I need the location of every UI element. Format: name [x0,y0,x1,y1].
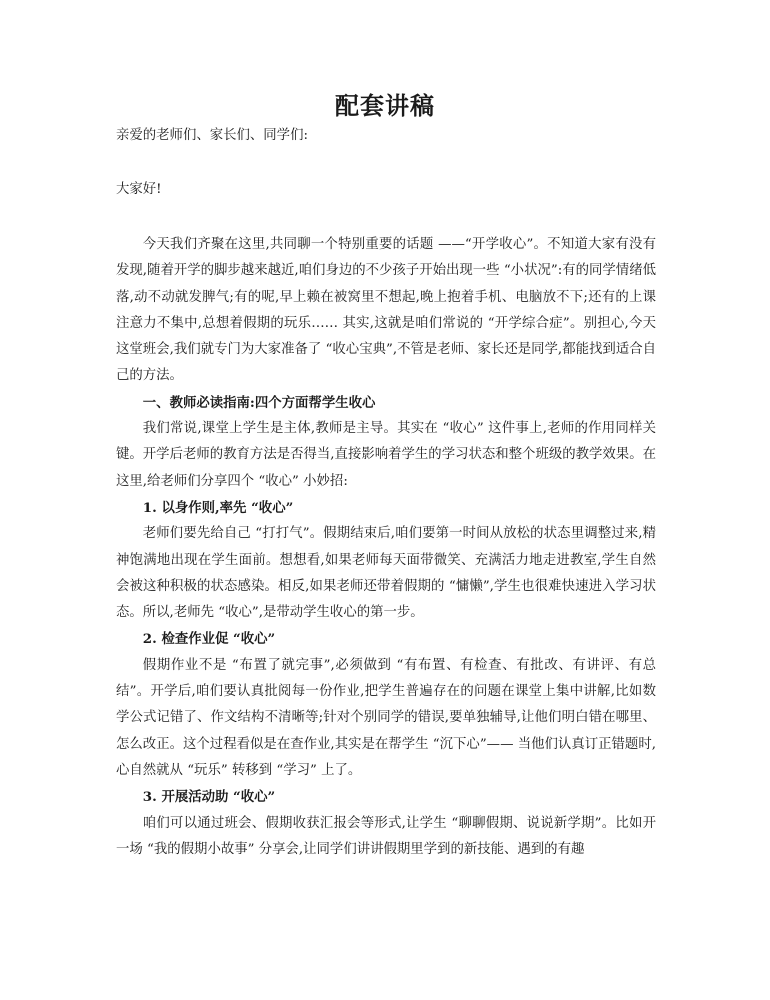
item-paragraph-1: 老师们要先给自己 “打打气”。假期结束后,咱们要第一时间从放松的状态里调整过来,精神饱满地出现在学生面前。想想看,如果老师每天面带微笑、充满活力地走进教室,学生自然会被这种积极的状态感染。相反,如果老师还带着假期的 “慵懒”,学生也很难快速进入学习状态。所以,老师先 “收心”,是带动学生收心的第一步。 [116,526,656,621]
item-paragraph-3: 咱们可以通过班会、假期收获汇报会等形式,让学生 “聊聊假期、说说新学期”。比如开一场 “我的假期小故事” 分享会,让同学们讲讲假期里学到的新技能、遇到的有趣 [116,815,656,857]
document-body [116,232,656,863]
item-heading-3: 3. 开展活动助 “收心” [142,789,276,806]
item-paragraph-2: 假期作业不是 “布置了就完事”,必须做到 “有布置、有检查、有批改、有讲评、有总结”。开学后,咱们要认真批阅每一份作业,把学生普遍存在的问题在课堂上集中讲解,比如数学公式记错了、作文结构不清晰等;针对个别同学的错误,要单独辅导,让他们明白错在哪里、怎么改正。这个过程看似是在查作业,其实是在帮学生 “沉下心”—— 当他们认真订正错题时,心自然就从 “玩乐” 转移到 “学习” 上了。 [116,657,656,778]
intro-paragraph: 今天我们齐聚在这里,共同聊一个特别重要的话题 ——“开学收心”。不知道大家有没有发现,随着开学的脚步越来越近,咱们身边的不少孩子开始出现一些 “小状况”:有的同学情绪低落,动不动就发脾气;有的呢,早上赖在被窝里不想起,晚上抱着手机、电脑放不下;还有的上课注意力不集中,总想着假期的玩乐…… 其实,这就是咱们常说的 “开学综合症”。别担心,今天这堂班会,我们就专门为大家准备了 “收心宝典”,不管是老师、家长还是同学,都能找到适合自己的方法。 [116,237,656,384]
hello-line: 大家好! [116,182,162,197]
section-heading-teachers: 一、教师必读指南:四个方面帮学生收心 [142,394,376,411]
section-intro-paragraph: 我们常说,课堂上学生是主体,教师是主导。其实在 “收心” 这件事上,老师的作用同样关键。开学后老师的教育方法是否得当,直接影响着学生的学习状态和整个班级的教学效果。在这里,给老师们分享四个 “收心” 小妙招: [116,421,656,489]
item-heading-2: 2. 检查作业促 “收心” [142,631,276,648]
document-title: 配套讲稿 [335,91,435,120]
item-heading-1: 1. 以身作则,率先 “收心” [142,499,294,516]
greeting-line: 亲爱的老师们、家长们、同学们: [116,128,308,143]
